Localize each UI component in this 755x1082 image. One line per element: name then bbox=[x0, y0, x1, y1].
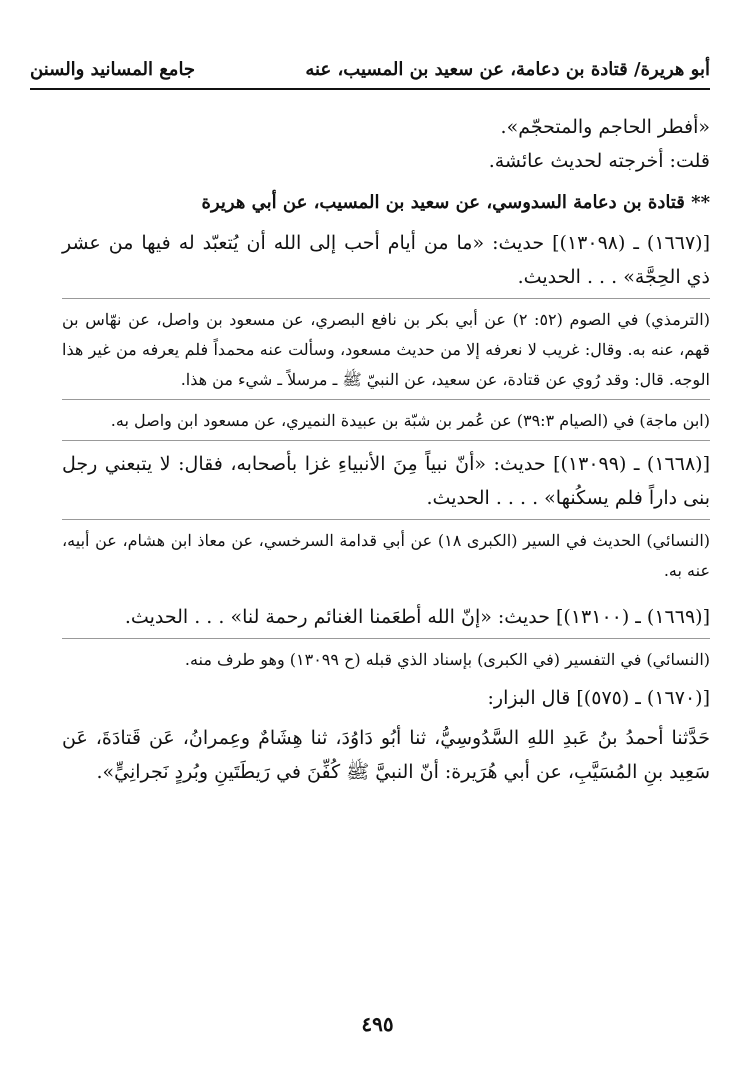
note-line: قلت: أخرجته لحديث عائشة. bbox=[488, 150, 710, 172]
header-book-title: جامع المسانيد والسنن bbox=[30, 59, 196, 80]
page-number: ٤٩٥ bbox=[361, 1012, 394, 1036]
quote-line: «أفطر الحاجم والمتحجّم». bbox=[500, 116, 710, 138]
hadith-entry-1668: [(١٦٦٨) ـ (١٣٠٩٩)] حديث: «أنّ نبياً مِنَ الأنبياءِ غزا بأصحابه، فقال: لا يتبعني رجل بنى داراً فلم يسكُنها» . . . . الحديث. bbox=[62, 453, 710, 509]
hadith-entry-1667: [(١٦٦٧) ـ (١٣٠٩٨)] حديث: «ما من أيام أحب إلى الله أن يُتعبّد له فيها من عشر ذي الحِجَّة» . . . الحديث. bbox=[62, 232, 710, 288]
header-chapter-title: أبو هريرة/ قتادة بن دعامة، عن سعيد بن المسيب، عنه bbox=[305, 59, 710, 80]
separator bbox=[62, 440, 710, 441]
source-nasai-1: (النسائي) الحديث في السير (الكبرى ١٨) عن أبي قدامة السرخسي، عن معاذ ابن هشام، عن أبيه، عنه به. bbox=[62, 531, 711, 580]
chain-heading: ** قتادة بن دعامة السدوسي، عن سعيد بن المسيب، عن أبي هريرة bbox=[201, 192, 710, 213]
source-tirmidhi: (الترمذي) في الصوم (٥٢: ٢) عن أبي بكر بن نافع البصري، عن مسعود بن واصل، عن نهّاس بن قهم، عنه به. وقال: غريب لا نعرفه إلا من حديث مسعود، وسألت عنه محمداً فلم يعرفه من غير هذا الوجه. قال: وقد رُوي عن قتادة، عن سعيد، عن النبيّ ﷺ ـ مرسلاً ـ شيء من هذا. bbox=[62, 310, 710, 389]
separator bbox=[62, 519, 710, 520]
source-nasai-2: (النسائي) في التفسير (في الكبرى) بإسناد الذي قبله (ح ١٣٠٩٩) وهو طرف منه. bbox=[184, 650, 710, 669]
page-body bbox=[62, 110, 710, 789]
separator bbox=[62, 399, 710, 400]
bazzar-narration: حَدَّثنا أحمدُ بنُ عَبدِ اللهِ السَّدُوسِيُّ، ثنا أبُو دَاوُدَ، ثنا هِشَامٌ وعِمرانُ، عَن قَتادَةَ، عَن سَعِيد بنِ المُسَيَّبِ، عن أبي هُرَيرة: أنّ النبيَّ ﷺ كُفِّنَ في رَيطَتَينِ وبُردٍ نَجرانِيٍّ». bbox=[62, 727, 710, 783]
running-header bbox=[30, 52, 710, 90]
hadith-entry-1670: [(١٦٧٠) ـ (٥٧٥)] قال البزار: bbox=[487, 687, 710, 709]
separator bbox=[62, 298, 710, 299]
separator bbox=[62, 638, 710, 639]
hadith-entry-1669: [(١٦٦٩) ـ (١٣١٠٠)] حديث: «إنّ الله أطعَمنا الغنائم رحمة لنا» . . . الحديث. bbox=[124, 606, 710, 628]
source-ibn-majah: (ابن ماجة) في (الصيام ٣٩:٣) عن عُمر بن شبّة بن عبيدة النميري، عن مسعود ابن واصل به. bbox=[110, 411, 710, 430]
